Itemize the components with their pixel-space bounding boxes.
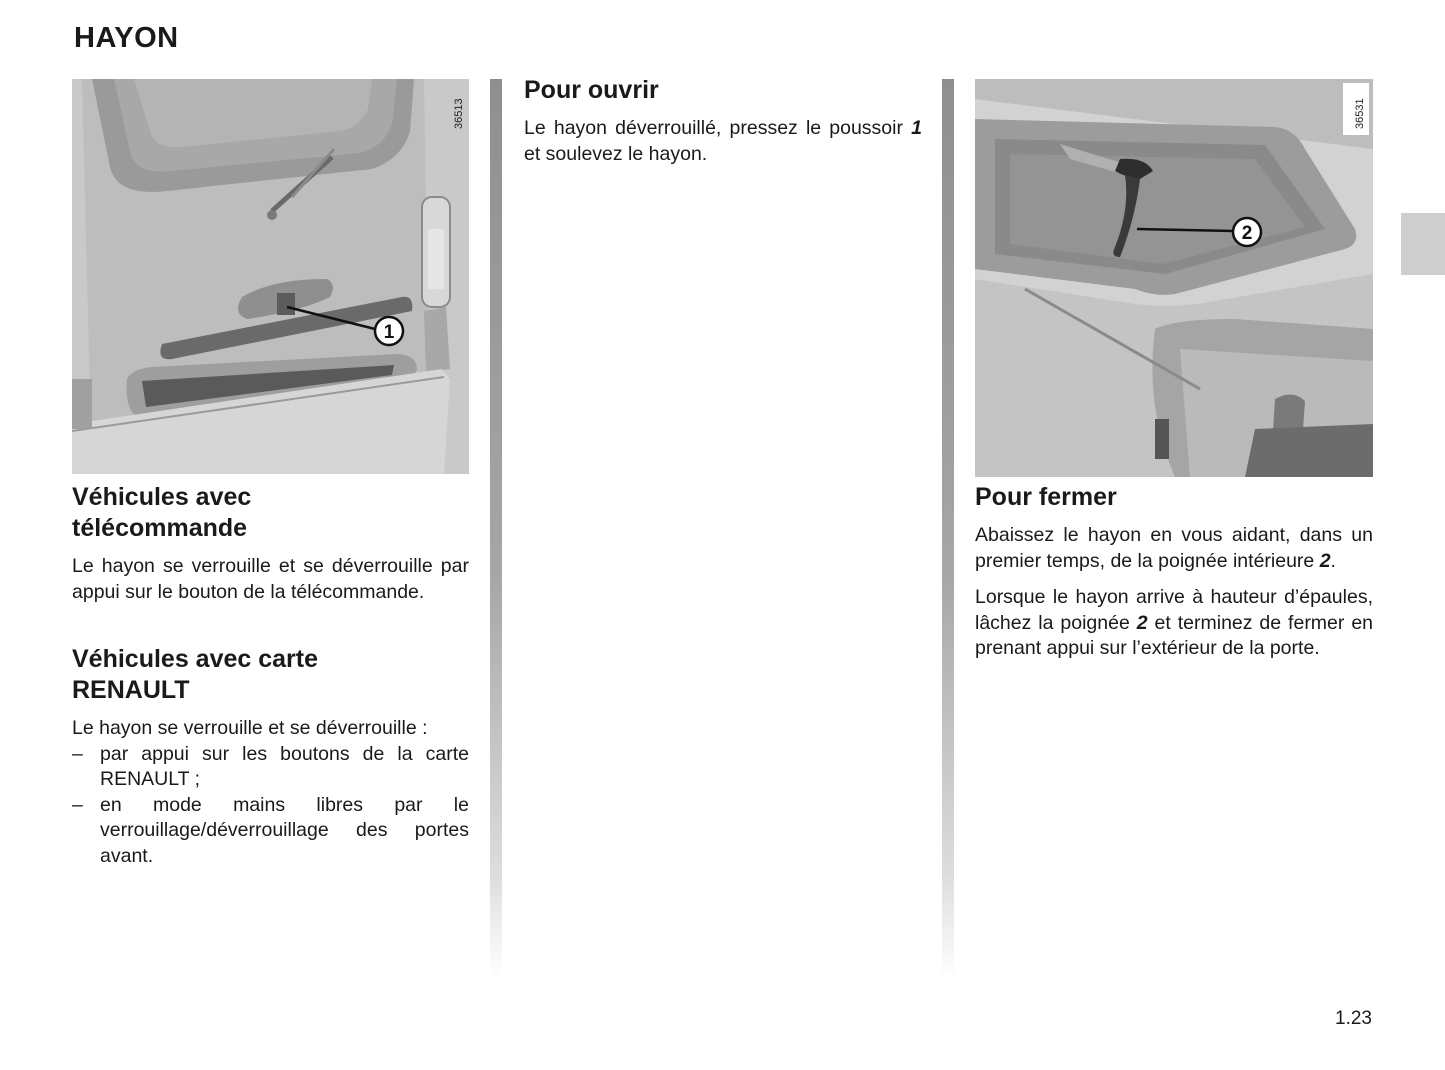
paragraph-fermer-2: Lorsque le hayon arrive à hauteur d’épaules, lâchez la poignée 2 et terminez de fermer en prenant appui sur l’extérieur de la porte. [975, 586, 1374, 659]
page-title: HAYON [74, 22, 179, 54]
left-column-text [72, 482, 469, 869]
heading-pour-ouvrir: Pour ouvrir [524, 76, 659, 104]
column-divider-right [942, 79, 954, 979]
figure-code-left: 36513 [453, 98, 465, 129]
tailgate-interior-illustration [975, 79, 1373, 477]
column-divider-left [490, 79, 502, 979]
callout-2: 2 [1241, 223, 1253, 244]
list-item: – en mode mains libres par le verrouillage/déverrouillage des portes avant. [72, 793, 469, 870]
tailgate-exterior-illustration [72, 79, 469, 474]
list-item: – par appui sur les boutons de la carte RENAULT ; [72, 742, 469, 793]
callout-1: 1 [383, 322, 395, 343]
middle-column-text [524, 75, 922, 167]
right-column-text [975, 482, 1373, 662]
figure-code-right: 36531 [1354, 98, 1366, 129]
paragraph-pour-ouvrir: Le hayon déverrouillé, pressez le poussoir 1 et soulevez le hayon. [524, 117, 922, 165]
paragraph-telecommande: Le hayon se verrouille et se déverrouille par appui sur le bouton de la télécommande. [72, 555, 469, 603]
paragraph-fermer-1: Abaissez le hayon en vous aidant, dans un premier temps, de la poignée intérieure 2. [975, 524, 1373, 572]
heading-vehicules-carte: Véhicules avec carte RENAULT [72, 645, 318, 704]
heading-vehicules-telecommande: Véhicules avec télécommande [72, 483, 252, 542]
page-number: 1.23 [1335, 1008, 1372, 1029]
chapter-tab-marker [1401, 213, 1445, 275]
heading-pour-fermer: Pour fermer [975, 483, 1117, 511]
paragraph-carte-intro: Le hayon se verrouille et se déverrouille : [72, 717, 428, 739]
